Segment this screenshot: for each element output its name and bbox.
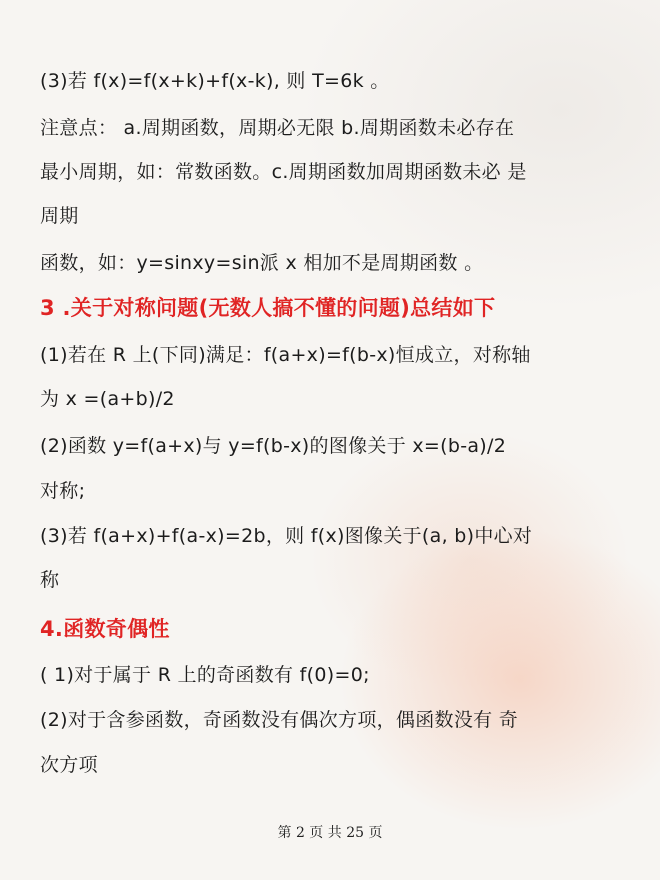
text-line-notes-cont-2: 周期 bbox=[40, 205, 79, 227]
text-line-parity-2: (2)对于含参函数，奇函数没有偶次方项，偶函数没有 奇 bbox=[40, 709, 519, 731]
section-heading-parity: 4.函数奇偶性 bbox=[40, 617, 170, 641]
text-line-symmetry-1: (1)若在 R 上(下同)满足：f(a+x)=f(b-x)恒成立，对称轴 bbox=[40, 344, 531, 366]
text-line-notes-cont: 最小周期，如：常数函数。c.周期函数加周期函数未必 是 bbox=[40, 161, 527, 183]
text-line-symmetry-3-cont: 称 bbox=[40, 569, 60, 591]
page-number-footer: 第 2 页 共 25 页 bbox=[277, 825, 383, 841]
text-line-parity-1: ( 1)对于属于 R 上的奇函数有 f(0)=0; bbox=[40, 664, 370, 686]
text-line-symmetry-2: (2)函数 y=f(a+x)与 y=f(b-x)的图像关于 x=(b-a)/2 bbox=[40, 435, 507, 457]
text-line-notes-example: 函数，如：y=sinxy=sin派 x 相加不是周期函数 。 bbox=[40, 252, 484, 274]
text-line-period-rule-3: (3)若 f(x)=f(x+k)+f(x-k), 则 T=6k 。 bbox=[40, 70, 390, 92]
text-line-symmetry-3: (3)若 f(a+x)+f(a-x)=2b，则 f(x)图像关于(a, b)中心对 bbox=[40, 525, 533, 547]
section-heading-symmetry: 3 .关于对称问题(无数人搞不懂的问题)总结如下 bbox=[40, 296, 496, 320]
text-line-symmetry-2-cont: 对称; bbox=[40, 480, 86, 502]
text-line-notes: 注意点： a.周期函数，周期必无限 b.周期函数未必存在 bbox=[40, 117, 515, 139]
text-line-symmetry-1-cont: 为 x =(a+b)/2 bbox=[40, 388, 175, 410]
text-line-parity-2-cont: 次方项 bbox=[40, 754, 98, 776]
